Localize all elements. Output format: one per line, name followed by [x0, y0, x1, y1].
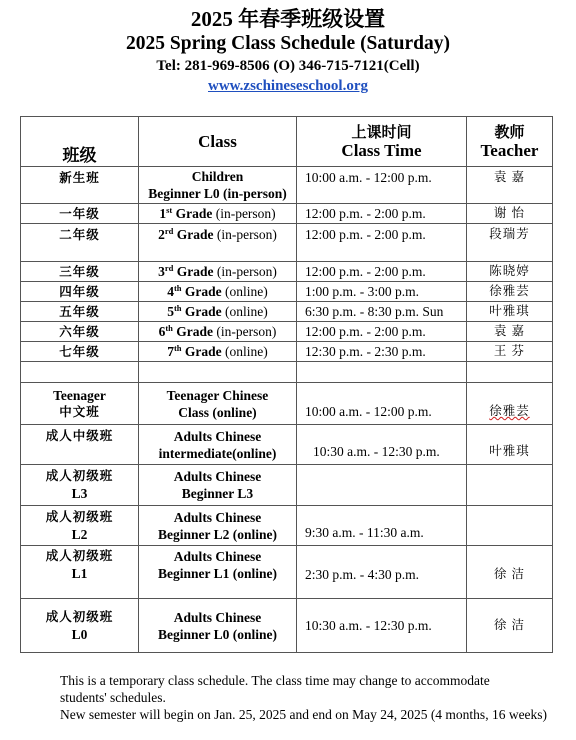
time-cell: 12:30 p.m. - 2:30 p.m. — [297, 342, 467, 362]
table-row — [21, 465, 553, 506]
level-cell: 三年级 — [21, 262, 139, 282]
teacher-cell — [467, 506, 553, 546]
time-cell: 2:30 p.m. - 4:30 p.m. — [297, 546, 467, 599]
table-row — [21, 224, 553, 262]
level-cell: 新生班 — [21, 167, 139, 204]
class-cell: 6th Grade (in-person) — [139, 322, 297, 342]
teacher-cell: 袁 嘉 — [467, 322, 553, 342]
level-cell: 六年级 — [21, 322, 139, 342]
note-line: This is a temporary class schedule. The class time may change to accommodate — [60, 673, 490, 688]
teacher-cell: 徐 洁 — [467, 599, 553, 653]
teacher-cell — [467, 465, 553, 506]
empty-cell — [297, 362, 467, 383]
level-cell: 一年级 — [21, 204, 139, 224]
level-cell: 成人初级班 L1 — [21, 546, 139, 599]
header-teacher — [467, 117, 553, 167]
table-row — [21, 342, 553, 362]
schedule-table — [20, 116, 553, 653]
empty-cell — [21, 362, 139, 383]
teacher-cell: 叶雅琪 — [467, 425, 553, 465]
table-row — [21, 282, 553, 302]
teacher-cell: 谢 怡 — [467, 204, 553, 224]
teacher-cell: 王 芬 — [467, 342, 553, 362]
header-class-label: Class — [198, 132, 237, 151]
table-row — [21, 322, 553, 342]
level-cell: 成人初级班 L2 — [21, 506, 139, 546]
header-teacher-en: Teacher — [480, 140, 539, 160]
title-chinese: 2025 年春季班级设置 — [190, 7, 386, 31]
table-row — [21, 167, 553, 204]
table-row — [21, 383, 553, 425]
teacher-cell: 叶雅琪 — [467, 302, 553, 322]
header-time — [297, 117, 467, 167]
table-row — [21, 546, 553, 599]
time-cell: 12:00 p.m. - 2:00 p.m. — [297, 262, 467, 282]
class-cell: Adults Chinese intermediate(online) — [139, 425, 297, 465]
time-cell: 12:00 p.m. - 2:00 p.m. — [297, 224, 467, 262]
teacher-cell: 陈晓婷 — [467, 262, 553, 282]
level-cell: 二年级 — [21, 224, 139, 262]
level-cell: 四年级 — [21, 282, 139, 302]
header-teacher-cn: 教师 — [494, 124, 525, 141]
class-cell: 5th Grade (online) — [139, 302, 297, 322]
class-cell: 2rd Grade (in-person) — [139, 224, 297, 262]
header-time-en: Class Time — [341, 140, 422, 160]
level-cell: 五年级 — [21, 302, 139, 322]
class-cell: 7th Grade (online) — [139, 342, 297, 362]
level-cell: 成人中级班 — [21, 425, 139, 465]
teacher-cell: 徐雅芸 — [467, 282, 553, 302]
time-cell: 10:00 a.m. - 12:00 p.m. — [297, 167, 467, 204]
time-cell: 12:00 p.m. - 2:00 p.m. — [297, 322, 467, 342]
class-cell: Children Beginner L0 (in-person) — [139, 167, 297, 204]
time-cell: 1:00 p.m. - 3:00 p.m. — [297, 282, 467, 302]
table-header-row — [21, 117, 553, 167]
class-cell: 3rd Grade (in-person) — [139, 262, 297, 282]
class-cell: Adults Chinese Beginner L1 (online) — [139, 546, 297, 599]
table-row — [21, 599, 553, 653]
level-cell: 七年级 — [21, 342, 139, 362]
empty-cell — [467, 362, 553, 383]
teacher-cell: 徐 洁 — [467, 546, 553, 599]
level-cell: 成人初级班 L0 — [21, 599, 139, 653]
header-level-label: 班级 — [62, 146, 97, 165]
note-line: students' schedules. — [60, 690, 166, 705]
table-row — [21, 302, 553, 322]
table-row — [21, 204, 553, 224]
time-cell: 6:30 p.m. - 8:30 p.m. Sun — [297, 302, 467, 322]
time-cell: 9:30 a.m. - 11:30 a.m. — [297, 506, 467, 546]
class-cell: 4th Grade (online) — [139, 282, 297, 302]
class-cell: Teenager Chinese Class (online) — [139, 383, 297, 425]
time-cell: 12:00 p.m. - 2:00 p.m. — [297, 204, 467, 224]
time-cell — [297, 465, 467, 506]
website-link[interactable]: www.zschineseschool.org — [208, 78, 368, 94]
empty-row — [21, 362, 553, 383]
time-cell: 10:30 a.m. - 12:30 p.m. — [297, 599, 467, 653]
level-cell: 成人初级班 L3 — [21, 465, 139, 506]
table-row — [21, 506, 553, 546]
time-cell: 10:00 a.m. - 12:00 p.m. — [297, 383, 467, 425]
class-cell: Adults Chinese Beginner L2 (online) — [139, 506, 297, 546]
header-time-cn: 上课时间 — [351, 124, 412, 141]
teacher-cell: 段瑞芳 — [467, 224, 553, 262]
table-row — [21, 262, 553, 282]
phone-line: Tel: 281-969-8506 (O) 346-715-7121(Cell) — [156, 58, 420, 74]
note-line: New semester will begin on Jan. 25, 2025 and end on May 24, 2025 (4 months, 16 weeks) — [60, 707, 548, 722]
class-cell: Adults Chinese Beginner L3 — [139, 465, 297, 506]
table-row — [21, 425, 553, 465]
title-english: 2025 Spring Class Schedule (Saturday) — [126, 33, 450, 54]
class-cell: Adults Chinese Beginner L0 (online) — [139, 599, 297, 653]
class-cell: 1st Grade (in-person) — [139, 204, 297, 224]
header-level — [21, 117, 139, 167]
schedule-notes — [60, 672, 560, 723]
teacher-cell: 袁 嘉 — [467, 167, 553, 204]
time-cell: 10:30 a.m. - 12:30 p.m. — [297, 425, 467, 465]
empty-cell — [139, 362, 297, 383]
header-class — [139, 117, 297, 167]
teacher-cell: 徐雅芸 — [467, 383, 553, 425]
level-cell: Teenager 中文班 — [21, 383, 139, 425]
